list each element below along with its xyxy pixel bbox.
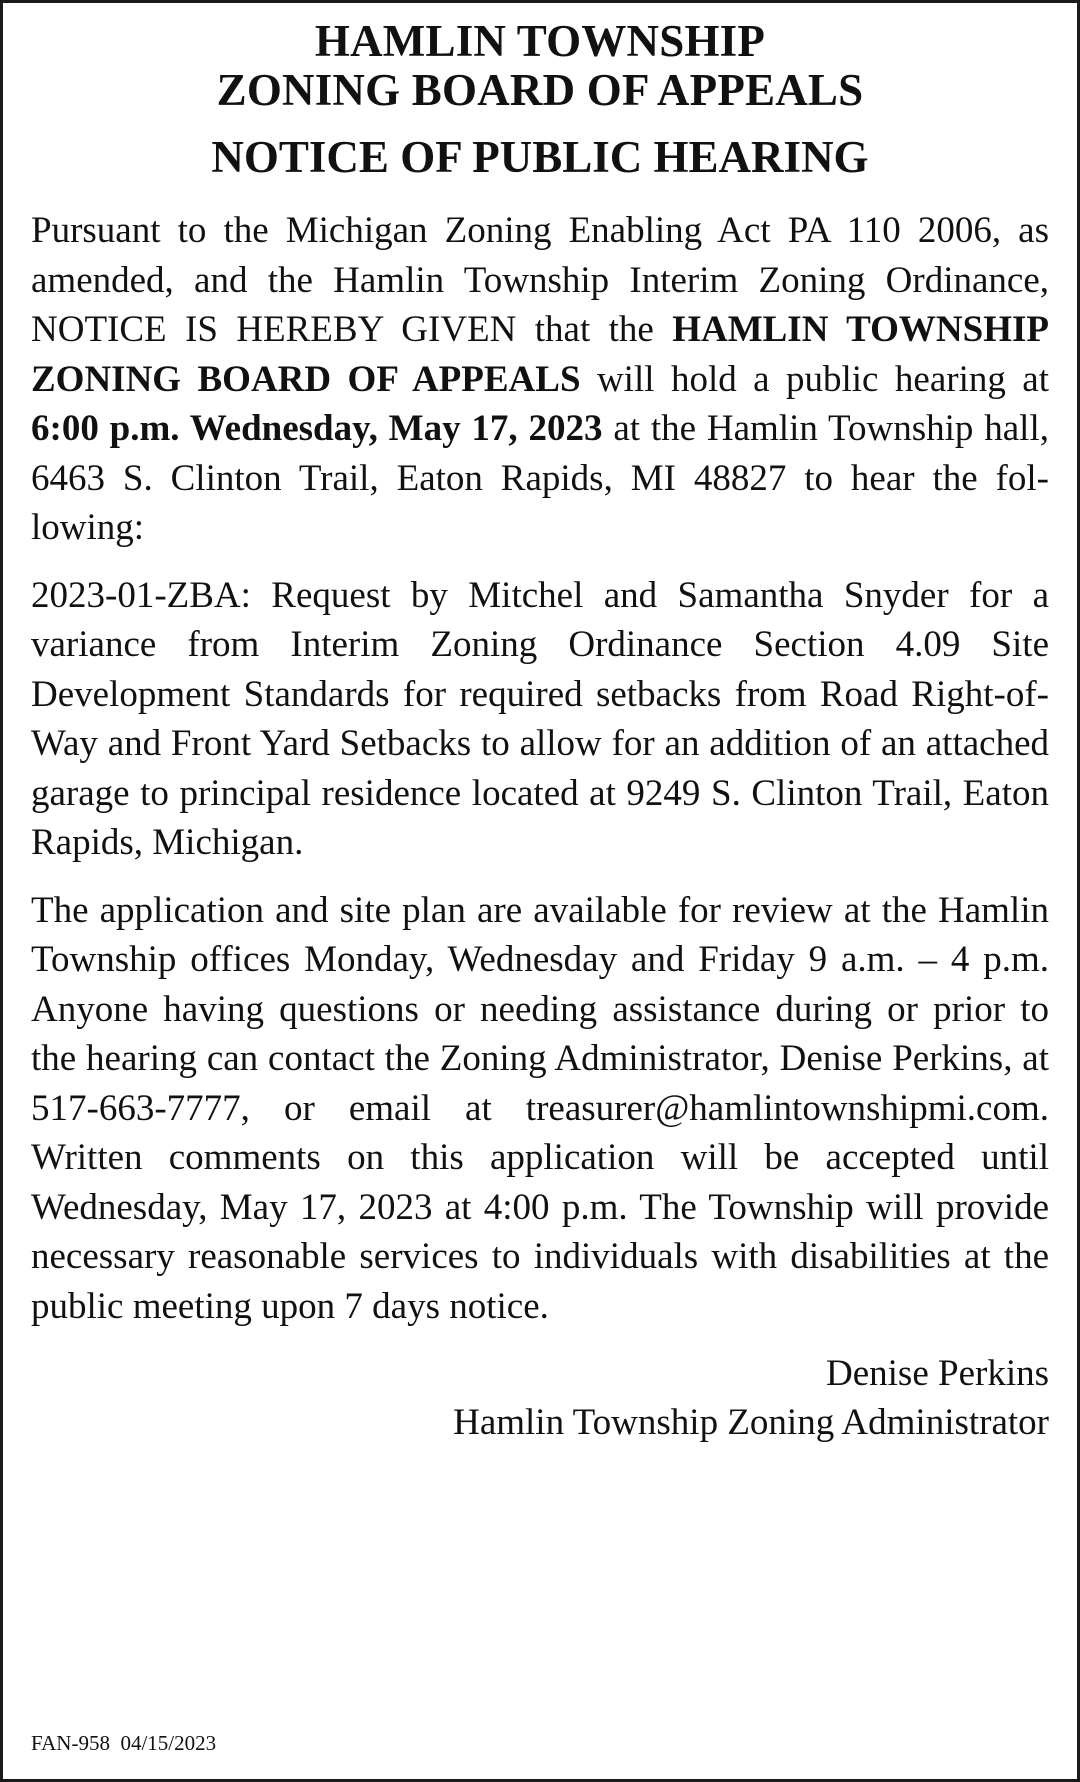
- signer-title: Hamlin Township Zoning Administrator: [453, 1402, 1049, 1443]
- title-board: ZONING BOARD OF APPEALS: [216, 65, 864, 115]
- title-township: HAMLIN TOWNSHIP: [314, 16, 766, 66]
- hearing-datetime: 6:00 p.m. Wednesday, May 17, 2023: [31, 408, 603, 449]
- signature-block: [31, 1349, 1049, 1447]
- review-information: The application and site plan are available for review at the Hamlin Township offices Monday, Wednesday and Friday 9 a.m. – 4 p.m. Anyone having questions or needing assistance during or prior to the hearing can contact the Zoning Administrator, Denise Perkins, at 517-663-7777, or email at treasurer@hamlintownshipmi.com. Written comments on this application will be accepted until Wednesday, May 17, 2023 at 4:00 p.m. The Township will provide necessary reasonable services to individuals with disabilities at the public meeting upon 7 days notice.: [31, 889, 1049, 1327]
- announcement-intro: Pursuant to the Michigan Zoning Enabling Act PA 110 2006, as amended, and the Hamlin Township Interim Zoning Ordinance, NOTICE IS HEREBY GIVEN that the: [31, 210, 1049, 350]
- signer-name: Denise Perkins: [826, 1353, 1049, 1394]
- hearing-announcement: [31, 206, 1049, 553]
- variance-request: 2023-01-ZBA: Request by Mitchel and Samantha Snyder for a variance from Interim Zoning Ordinance Section 4.09 Site Development Standards for required setbacks from Road Right-of-Way and Front Yard Setbacks to allow for an addition of an attached garage to principal residence located at 9249 S. Clinton Trail, Eaton Rapids, Michigan.: [31, 574, 1049, 863]
- announcement-middle: will hold a public hearing at: [580, 358, 1049, 400]
- announcement-location: at the Hamlin Township hall, 6463 S. Clinton Trail, Eaton Rapids, MI 48827 to hear the following:: [31, 408, 1049, 548]
- notice-title: [31, 17, 1049, 115]
- publication-code: FAN-958 04/15/2023: [31, 1731, 217, 1755]
- notice-subtitle: NOTICE OF PUBLIC HEARING: [211, 132, 869, 182]
- board-name: HAMLIN TOWNSHIP ZONING BOARD OF APPEALS: [31, 309, 1049, 400]
